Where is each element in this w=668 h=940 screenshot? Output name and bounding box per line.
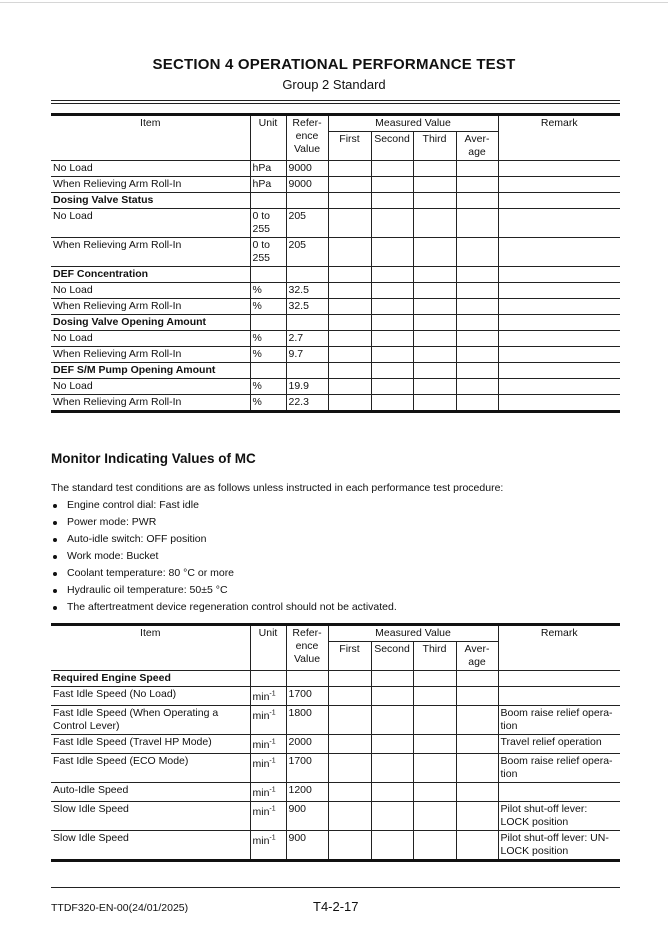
reference-value: 205: [286, 209, 328, 238]
col-third-header: Third: [413, 642, 456, 671]
empty-cell: [371, 315, 413, 331]
measured-first-input: [328, 831, 371, 861]
measured-average-input: [456, 177, 498, 193]
col-second-header: Second: [371, 642, 413, 671]
remark-cell: [498, 161, 620, 177]
reference-value: 1700: [286, 754, 328, 783]
empty-cell: [371, 671, 413, 687]
col-measured-header: Measured Value: [328, 115, 498, 132]
remark-cell: [498, 177, 620, 193]
bullet-icon: [53, 589, 57, 593]
measured-third-input: [413, 379, 456, 395]
measured-second-input: [371, 379, 413, 395]
measured-average-input: [456, 831, 498, 861]
table-row: [51, 687, 620, 706]
table-row: [51, 379, 620, 395]
item-name: No Load: [51, 331, 250, 347]
measured-second-input: [371, 177, 413, 193]
measured-average-input: [456, 283, 498, 299]
empty-cell: [328, 671, 371, 687]
empty-cell: [286, 193, 328, 209]
conditions-list: [51, 497, 397, 616]
reference-value: 19.9: [286, 379, 328, 395]
remark-cell: Boom raise relief opera-tion: [498, 754, 620, 783]
measured-second-input: [371, 802, 413, 831]
conditions-intro: The standard test conditions are as follows unless instructed in each performance test procedure:: [51, 482, 504, 494]
measured-first-input: [328, 177, 371, 193]
measured-third-input: [413, 395, 456, 412]
empty-cell: [250, 671, 286, 687]
measured-second-input: [371, 706, 413, 735]
measured-second-input: [371, 331, 413, 347]
col-third-header: Third: [413, 132, 456, 161]
bullet-icon: [53, 504, 57, 508]
empty-cell: [498, 267, 620, 283]
reference-value: 32.5: [286, 299, 328, 315]
condition-item: Hydraulic oil temperature: 50±5 °C: [51, 582, 397, 599]
reference-value: 9.7: [286, 347, 328, 363]
remark-cell: [498, 299, 620, 315]
unit-cell: %: [250, 331, 286, 347]
empty-cell: [250, 267, 286, 283]
unit-cell: %: [250, 379, 286, 395]
measured-first-input: [328, 802, 371, 831]
header-rule-bottom: [51, 103, 620, 104]
unit-cell: %: [250, 347, 286, 363]
table-row: [51, 706, 620, 735]
unit-cell: $\min^{-1}$: [250, 735, 286, 754]
bullet-icon: [53, 521, 57, 525]
col-second-header: Second: [371, 132, 413, 161]
measured-first-input: [328, 687, 371, 706]
group-row: [51, 363, 620, 379]
measured-third-input: [413, 299, 456, 315]
empty-cell: [286, 671, 328, 687]
empty-cell: [456, 315, 498, 331]
item-name: Slow Idle Speed: [51, 831, 250, 861]
measured-first-input: [328, 347, 371, 363]
measured-third-input: [413, 209, 456, 238]
group-row: [51, 193, 620, 209]
bullet-icon: [53, 606, 57, 610]
header-rule-top: [51, 100, 620, 101]
empty-cell: [498, 315, 620, 331]
unit-cell: $\min^{-1}$: [250, 706, 286, 735]
section-title: SECTION 4 OPERATIONAL PERFORMANCE TEST: [152, 56, 516, 73]
table-row: [51, 735, 620, 754]
table-row: [51, 177, 620, 193]
reference-value: 900: [286, 802, 328, 831]
monitor-heading: Monitor Indicating Values of MC: [51, 451, 256, 466]
item-name: When Relieving Arm Roll-In: [51, 347, 250, 363]
remark-cell: [498, 347, 620, 363]
empty-cell: [413, 193, 456, 209]
measured-third-input: [413, 238, 456, 267]
table-row: [51, 331, 620, 347]
bullet-icon: [53, 572, 57, 576]
remark-cell: [498, 209, 620, 238]
measured-third-input: [413, 177, 456, 193]
measured-second-input: [371, 347, 413, 363]
measured-first-input: [328, 161, 371, 177]
empty-cell: [413, 315, 456, 331]
measured-second-input: [371, 687, 413, 706]
measured-average-input: [456, 802, 498, 831]
bullet-icon: [53, 538, 57, 542]
measured-first-input: [328, 706, 371, 735]
measured-first-input: [328, 395, 371, 412]
measured-third-input: [413, 283, 456, 299]
empty-cell: [498, 363, 620, 379]
col-reference-header: Refer- ence Value: [286, 115, 328, 161]
section-subtitle: Group 2 Standard: [282, 77, 386, 92]
group-label: DEF S/M Pump Opening Amount: [51, 363, 250, 379]
condition-item: Work mode: Bucket: [51, 548, 397, 565]
col-average-header: Aver- age: [456, 642, 498, 671]
col-remark-header: Remark: [498, 115, 620, 161]
performance-table-2: [51, 623, 620, 862]
measured-second-input: [371, 283, 413, 299]
measured-average-input: [456, 735, 498, 754]
table-row: [51, 299, 620, 315]
reference-value: 1700: [286, 687, 328, 706]
remark-cell: [498, 331, 620, 347]
empty-cell: [328, 315, 371, 331]
table-row: [51, 347, 620, 363]
remark-cell: [498, 238, 620, 267]
top-border: [0, 2, 668, 3]
reference-value: 1200: [286, 783, 328, 802]
measured-average-input: [456, 209, 498, 238]
measured-second-input: [371, 209, 413, 238]
measured-first-input: [328, 331, 371, 347]
table-row: [51, 754, 620, 783]
measured-third-input: [413, 706, 456, 735]
unit-cell: %: [250, 283, 286, 299]
reference-value: 2000: [286, 735, 328, 754]
col-unit-header: Unit: [250, 115, 286, 161]
item-name: No Load: [51, 209, 250, 238]
footer-rule: [51, 887, 620, 888]
table-row: [51, 209, 620, 238]
empty-cell: [286, 267, 328, 283]
empty-cell: [286, 363, 328, 379]
measured-first-input: [328, 735, 371, 754]
measured-first-input: [328, 754, 371, 783]
measured-average-input: [456, 783, 498, 802]
measured-second-input: [371, 161, 413, 177]
empty-cell: [371, 267, 413, 283]
col-item-header: Item: [51, 115, 250, 161]
item-name: No Load: [51, 379, 250, 395]
unit-cell: %: [250, 395, 286, 412]
condition-item: Engine control dial: Fast idle: [51, 497, 397, 514]
unit-cell: %: [250, 299, 286, 315]
item-name: When Relieving Arm Roll-In: [51, 238, 250, 267]
measured-second-input: [371, 754, 413, 783]
measured-second-input: [371, 395, 413, 412]
table-row: [51, 783, 620, 802]
empty-cell: [456, 193, 498, 209]
table-row: [51, 802, 620, 831]
measured-second-input: [371, 831, 413, 861]
condition-item: Coolant temperature: 80 °C or more: [51, 565, 397, 582]
remark-cell: [498, 687, 620, 706]
reference-value: 205: [286, 238, 328, 267]
empty-cell: [250, 315, 286, 331]
table-row: [51, 395, 620, 412]
empty-cell: [413, 363, 456, 379]
measured-second-input: [371, 238, 413, 267]
empty-cell: [286, 315, 328, 331]
measured-first-input: [328, 299, 371, 315]
item-name: No Load: [51, 161, 250, 177]
table-row: [51, 283, 620, 299]
reference-value: 2.7: [286, 331, 328, 347]
unit-cell: $\min^{-1}$: [250, 687, 286, 706]
measured-average-input: [456, 347, 498, 363]
group-row: [51, 267, 620, 283]
unit-cell: hPa: [250, 161, 286, 177]
measured-first-input: [328, 783, 371, 802]
remark-cell: Travel relief operation: [498, 735, 620, 754]
table-row: [51, 238, 620, 267]
measured-second-input: [371, 735, 413, 754]
remark-cell: [498, 783, 620, 802]
col-first-header: First: [328, 642, 371, 671]
measured-third-input: [413, 802, 456, 831]
condition-item: The aftertreatment device regeneration control should not be activated.: [51, 599, 397, 616]
empty-cell: [413, 267, 456, 283]
empty-cell: [328, 193, 371, 209]
unit-cell: $\min^{-1}$: [250, 783, 286, 802]
measured-average-input: [456, 379, 498, 395]
page-number: T4-2-17: [313, 899, 359, 914]
item-name: When Relieving Arm Roll-In: [51, 177, 250, 193]
document-code: TTDF320-EN-00(24/01/2025): [51, 902, 189, 914]
condition-item: Power mode: PWR: [51, 514, 397, 531]
reference-value: 9000: [286, 177, 328, 193]
measured-third-input: [413, 783, 456, 802]
item-name: When Relieving Arm Roll-In: [51, 299, 250, 315]
measured-average-input: [456, 161, 498, 177]
unit-cell: $\min^{-1}$: [250, 802, 286, 831]
empty-cell: [328, 267, 371, 283]
item-name: Slow Idle Speed: [51, 802, 250, 831]
group-label: Dosing Valve Opening Amount: [51, 315, 250, 331]
table-row: [51, 161, 620, 177]
measured-average-input: [456, 395, 498, 412]
col-unit-header: Unit: [250, 625, 286, 671]
measured-third-input: [413, 735, 456, 754]
measured-first-input: [328, 283, 371, 299]
empty-cell: [456, 267, 498, 283]
empty-cell: [328, 363, 371, 379]
measured-average-input: [456, 299, 498, 315]
measured-average-input: [456, 331, 498, 347]
bullet-icon: [53, 555, 57, 559]
item-name: When Relieving Arm Roll-In: [51, 395, 250, 412]
item-name: Auto-Idle Speed: [51, 783, 250, 802]
col-measured-header: Measured Value: [328, 625, 498, 642]
empty-cell: [413, 671, 456, 687]
unit-cell: 0 to 255: [250, 209, 286, 238]
unit-cell: $\min^{-1}$: [250, 831, 286, 861]
performance-table-1: [51, 113, 620, 413]
col-average-header: Aver- age: [456, 132, 498, 161]
table-row: [51, 831, 620, 861]
measured-first-input: [328, 238, 371, 267]
col-item-header: Item: [51, 625, 250, 671]
unit-cell: hPa: [250, 177, 286, 193]
remark-cell: Pilot shut-off lever: UN-LOCK position: [498, 831, 620, 861]
item-name: Fast Idle Speed (No Load): [51, 687, 250, 706]
item-name: Fast Idle Speed (When Operating a Control Lever): [51, 706, 250, 735]
empty-cell: [456, 671, 498, 687]
empty-cell: [371, 193, 413, 209]
reference-value: 900: [286, 831, 328, 861]
item-name: Fast Idle Speed (Travel HP Mode): [51, 735, 250, 754]
remark-cell: Boom raise relief opera-tion: [498, 706, 620, 735]
measured-third-input: [413, 347, 456, 363]
empty-cell: [498, 193, 620, 209]
measured-third-input: [413, 831, 456, 861]
empty-cell: [456, 363, 498, 379]
condition-item: Auto-idle switch: OFF position: [51, 531, 397, 548]
measured-second-input: [371, 299, 413, 315]
measured-third-input: [413, 687, 456, 706]
group-row: [51, 671, 620, 687]
measured-third-input: [413, 754, 456, 783]
measured-third-input: [413, 161, 456, 177]
remark-cell: Pilot shut-off lever: LOCK position: [498, 802, 620, 831]
group-row: [51, 315, 620, 331]
measured-second-input: [371, 783, 413, 802]
measured-first-input: [328, 379, 371, 395]
col-first-header: First: [328, 132, 371, 161]
item-name: Fast Idle Speed (ECO Mode): [51, 754, 250, 783]
empty-cell: [371, 363, 413, 379]
measured-average-input: [456, 687, 498, 706]
empty-cell: [498, 671, 620, 687]
group-label: Required Engine Speed: [51, 671, 250, 687]
measured-average-input: [456, 238, 498, 267]
reference-value: 1800: [286, 706, 328, 735]
reference-value: 32.5: [286, 283, 328, 299]
item-name: No Load: [51, 283, 250, 299]
remark-cell: [498, 395, 620, 412]
measured-average-input: [456, 754, 498, 783]
remark-cell: [498, 379, 620, 395]
measured-third-input: [413, 331, 456, 347]
empty-cell: [250, 363, 286, 379]
measured-first-input: [328, 209, 371, 238]
unit-cell: $\min^{-1}$: [250, 754, 286, 783]
measured-average-input: [456, 706, 498, 735]
group-label: Dosing Valve Status: [51, 193, 250, 209]
reference-value: 9000: [286, 161, 328, 177]
remark-cell: [498, 283, 620, 299]
empty-cell: [250, 193, 286, 209]
col-remark-header: Remark: [498, 625, 620, 671]
unit-cell: 0 to 255: [250, 238, 286, 267]
col-reference-header: Refer- ence Value: [286, 625, 328, 671]
reference-value: 22.3: [286, 395, 328, 412]
group-label: DEF Concentration: [51, 267, 250, 283]
